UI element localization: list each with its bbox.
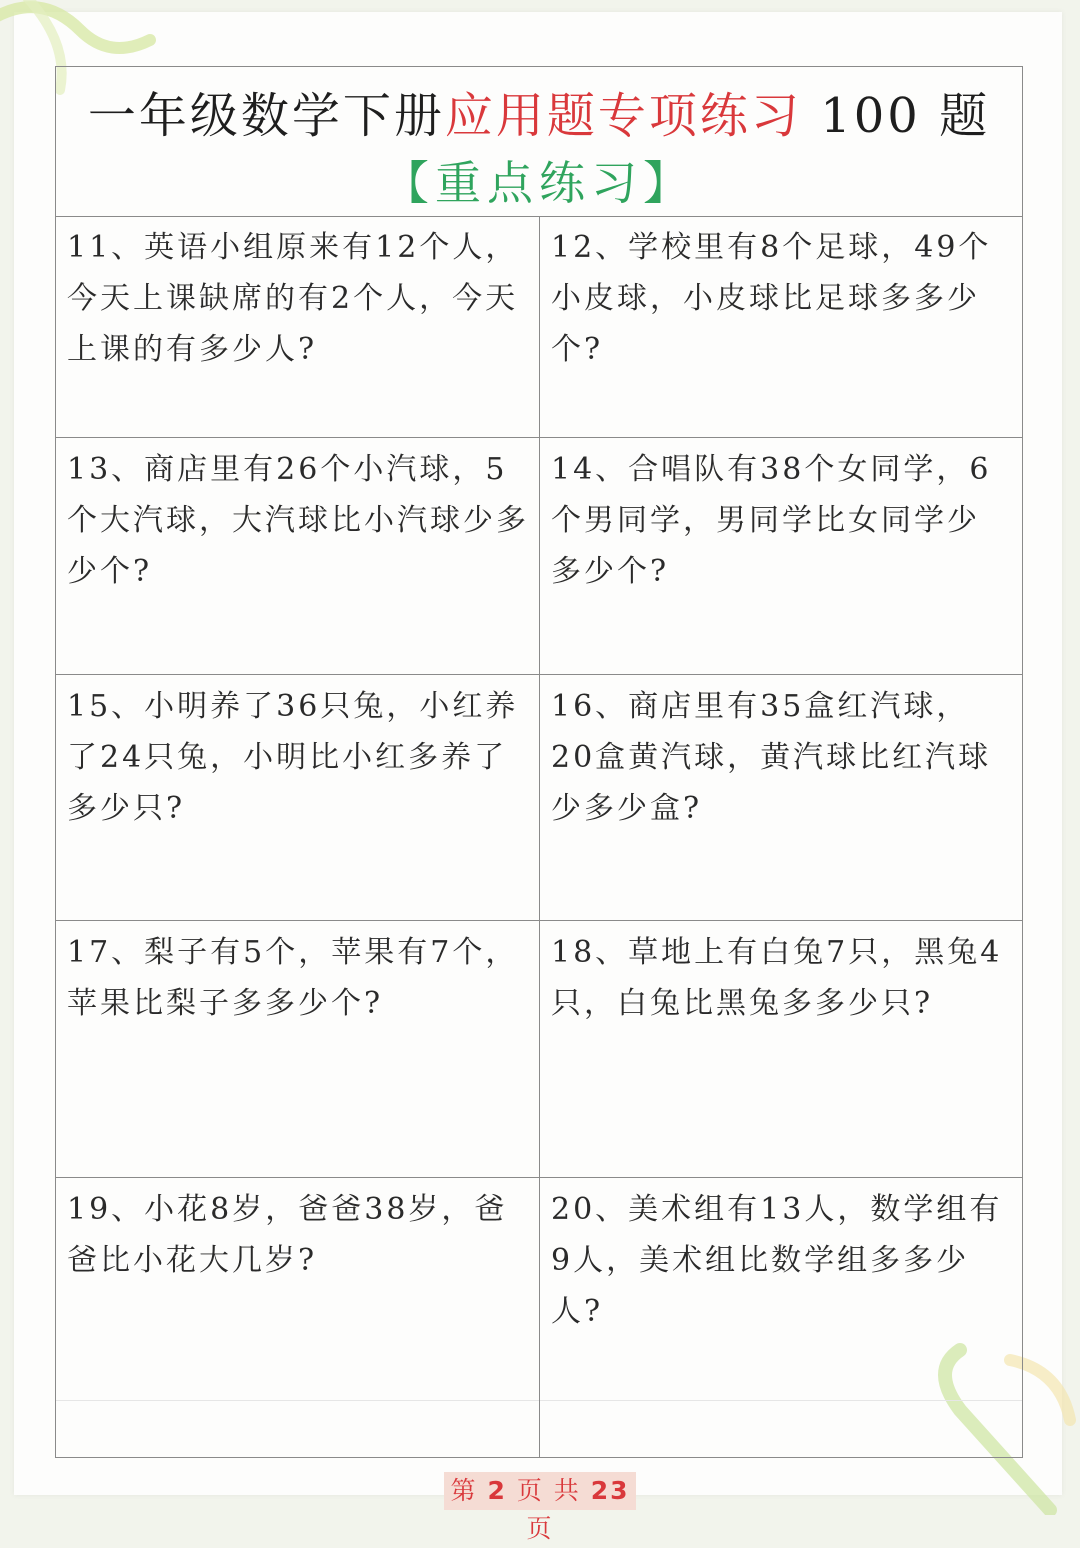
question-cell bbox=[56, 1178, 540, 1457]
question-cell bbox=[540, 1178, 1022, 1457]
footer-middle: 页 共 bbox=[516, 1476, 581, 1505]
question-text: 12、学校里有8个足球，49个小皮球，小皮球比足球多多少个? bbox=[551, 230, 992, 367]
worksheet-header bbox=[56, 67, 1022, 217]
divider bbox=[56, 1400, 539, 1401]
question-text: 11、英语小组原来有12个人，今天上课缺席的有2个人，今天上课的有多少人? bbox=[67, 230, 519, 367]
question-text: 13、商店里有26个小汽球，5个大汽球，大汽球比小汽球少多少个? bbox=[67, 452, 529, 589]
title-part-2: 应用题专项练习 bbox=[444, 88, 802, 144]
footer-suffix: 页 bbox=[526, 1514, 554, 1543]
question-text: 18、草地上有白兔7只，黑兔4只，白兔比黑兔多多少只? bbox=[551, 935, 1003, 1021]
question-cell bbox=[540, 675, 1022, 921]
question-cell bbox=[56, 921, 540, 1178]
divider bbox=[540, 1400, 1022, 1401]
total-pages-number: 23 bbox=[590, 1476, 630, 1505]
question-cell bbox=[56, 216, 540, 438]
footer-prefix: 第 bbox=[450, 1476, 478, 1505]
question-text: 17、梨子有5个，苹果有7个，苹果比梨子多多少个? bbox=[67, 935, 519, 1021]
question-text: 19、小花8岁，爸爸38岁，爸爸比小花大几岁? bbox=[67, 1192, 508, 1278]
question-text: 16、商店里有35盒红汽球，20盒黄汽球，黄汽球比红汽球少多少盒? bbox=[551, 689, 992, 826]
worksheet-table bbox=[55, 66, 1023, 1458]
question-text: 14、合唱队有38个女同学，6个男同学，男同学比女同学少多少个? bbox=[551, 452, 992, 589]
page-title bbox=[56, 77, 1022, 146]
page-subtitle: 【重点练习】 bbox=[383, 156, 695, 210]
question-cell bbox=[540, 921, 1022, 1178]
question-text: 20、美术组有13人，数学组有9人，美术组比数学组多多少人? bbox=[551, 1192, 1003, 1329]
question-cell bbox=[56, 675, 540, 921]
question-cell bbox=[540, 438, 1022, 675]
question-cell bbox=[56, 438, 540, 675]
question-text: 15、小明养了36只兔，小红养了24只兔，小明比小红多养了多少只? bbox=[67, 689, 519, 826]
question-grid bbox=[56, 216, 1022, 1457]
question-cell bbox=[540, 216, 1022, 438]
page-indicator bbox=[444, 1472, 636, 1543]
title-part-1: 一年级数学下册 bbox=[87, 88, 445, 144]
title-part-3: 100 题 bbox=[801, 88, 991, 144]
current-page-number: 2 bbox=[487, 1476, 507, 1505]
